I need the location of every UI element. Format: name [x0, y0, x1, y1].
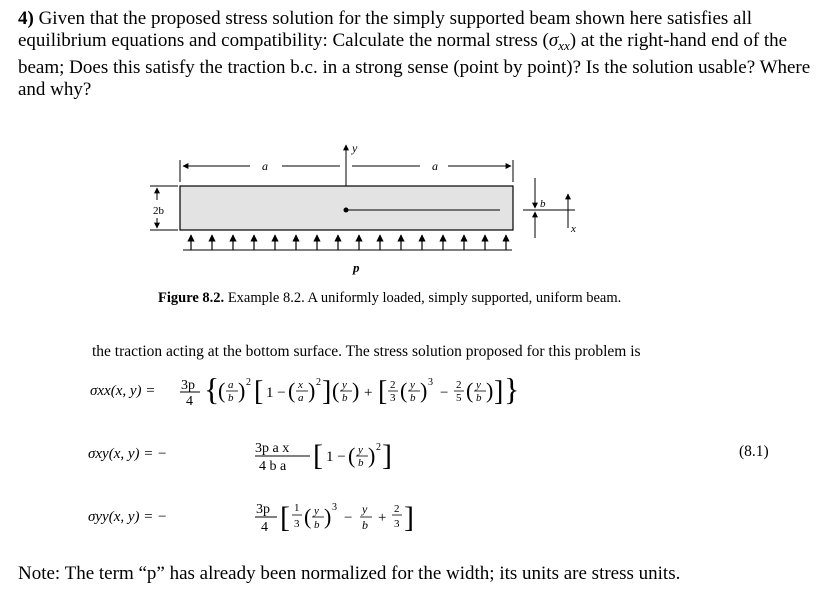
svg-text:[: [: [254, 376, 264, 407]
svg-text:−: −: [344, 510, 353, 526]
svg-text:+: +: [364, 385, 373, 401]
svg-text:b: b: [362, 518, 368, 532]
svg-text:[: [: [378, 376, 388, 407]
note-text: Note: The term “p” has already been normalized for the width; its units are stress units.: [18, 563, 681, 584]
svg-text:y: y: [362, 502, 368, 516]
svg-text:a: a: [228, 379, 234, 391]
svg-text:b: b: [314, 519, 320, 531]
svg-text:2: 2: [376, 442, 381, 453]
svg-text:2: 2: [394, 503, 400, 515]
svg-text:): ): [308, 378, 316, 403]
svg-text:(: (: [288, 378, 296, 403]
caption-label: Figure 8.2.: [158, 290, 225, 306]
svg-text:2: 2: [390, 379, 396, 391]
svg-text:(: (: [332, 378, 340, 403]
svg-text:(: (: [466, 378, 474, 403]
svg-text:b: b: [358, 457, 364, 469]
svg-text:): ): [420, 378, 428, 403]
label-2b: 2b: [153, 205, 164, 217]
eq-sxy-den: 4 b a: [259, 459, 287, 474]
svg-text:[: [: [313, 439, 323, 472]
eq-syy-lhs: σyy(x, y) = −: [88, 509, 168, 525]
svg-text:b: b: [228, 392, 234, 404]
svg-text:a: a: [298, 392, 304, 404]
intro-text: the traction acting at the bottom surface. The stress solution proposed for this problem is: [92, 343, 641, 360]
eq-sxy-num: 3p a x: [255, 441, 290, 456]
svg-text:1 −: 1 −: [266, 385, 286, 401]
svg-text:]: ]: [404, 501, 414, 534]
svg-text:(: (: [348, 443, 356, 468]
label-p: p: [353, 260, 360, 275]
eq-sxy-lhs: σxy(x, y) = −: [88, 446, 168, 462]
sigma-subscript: xx: [558, 38, 570, 53]
dimension-b: [523, 178, 575, 238]
distributed-load-arrows: [191, 235, 506, 250]
svg-text:2: 2: [456, 379, 462, 391]
svg-text:(: (: [218, 378, 226, 403]
label-x: x: [571, 223, 576, 235]
beam: [180, 186, 513, 230]
question-number: 4): [18, 8, 34, 29]
svg-text:): ): [238, 378, 246, 403]
svg-text:2: 2: [316, 377, 321, 388]
equation-sxx: [90, 371, 519, 409]
svg-text:3: 3: [390, 392, 396, 404]
eq-sxx-den: 4: [186, 394, 193, 409]
svg-text:[: [: [280, 501, 290, 534]
svg-text:): ): [324, 504, 332, 529]
svg-text:+: +: [378, 510, 387, 526]
equation-sxy: [88, 439, 392, 474]
svg-text:b: b: [342, 392, 348, 404]
svg-text:3: 3: [394, 518, 400, 530]
svg-text:]: ]: [494, 376, 504, 407]
svg-text:3: 3: [294, 518, 300, 530]
eq-sxx-coef: 3p: [181, 378, 195, 393]
svg-text:b: b: [410, 392, 416, 404]
label-a-left: a: [262, 159, 268, 173]
svg-text:3: 3: [428, 377, 433, 388]
svg-text:5: 5: [456, 392, 462, 404]
svg-text:3: 3: [332, 502, 337, 513]
equation-syy: [88, 501, 414, 535]
svg-text:y: y: [314, 505, 319, 517]
sigma-symbol: σ: [548, 30, 559, 51]
svg-text:]: ]: [322, 376, 332, 407]
svg-text:y: y: [358, 444, 363, 456]
svg-text:y: y: [476, 379, 481, 391]
label-y: y: [352, 141, 358, 155]
svg-text:(: (: [304, 504, 312, 529]
equation-number: (8.1): [739, 443, 769, 460]
svg-text:x: x: [298, 379, 303, 391]
svg-text:): ): [352, 378, 360, 403]
eq-syy-den: 4: [261, 520, 268, 535]
svg-text:1 −: 1 −: [326, 449, 346, 465]
caption-text: Example 8.2. A uniformly loaded, simply supported, uniform beam.: [227, 290, 622, 306]
svg-text:(: (: [400, 378, 408, 403]
eq-syy-num: 3p: [256, 502, 270, 517]
figure-caption: [158, 290, 621, 307]
svg-text:1: 1: [294, 502, 300, 514]
svg-text:]: ]: [382, 439, 392, 472]
svg-text:y: y: [410, 379, 415, 391]
svg-text:}: }: [504, 371, 520, 407]
label-b: b: [540, 198, 546, 210]
svg-text:2: 2: [246, 377, 251, 388]
label-a-right: a: [432, 159, 438, 173]
svg-text:): ): [486, 378, 494, 403]
eq-sxx-lhs: σxx(x, y) =: [90, 383, 156, 399]
question-text-part1: Given that the proposed stress solution for the simply supported beam shown here satisfies all equilibrium equations and compatibility: Calculate the normal stress (: [18, 8, 753, 51]
svg-text:−: −: [440, 385, 449, 401]
svg-text:): ): [368, 443, 376, 468]
question-text-part2: ) at the right-hand end of the beam; Does this satisfy the traction b.c. in a strong sense (point by point)? Is the solution usable? Where and why?: [18, 30, 811, 100]
svg-text:b: b: [476, 392, 482, 404]
svg-text:y: y: [342, 379, 347, 391]
svg-text:{: {: [204, 371, 220, 407]
